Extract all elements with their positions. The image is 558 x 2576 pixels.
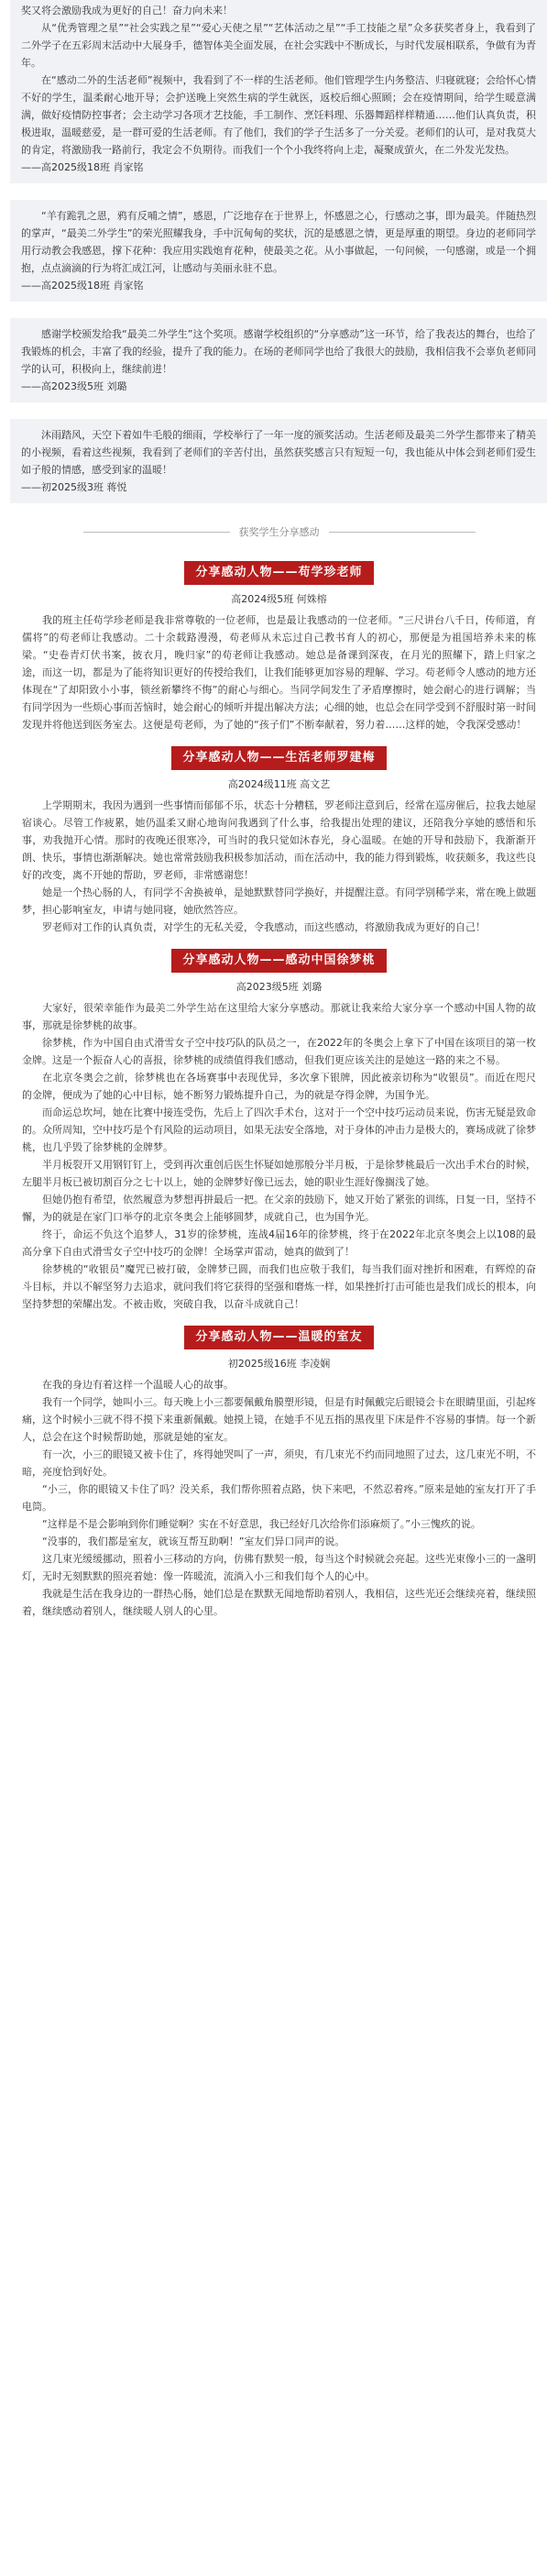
section-3-paragraph-3: 在北京冬奥会之前，徐梦桃也在各场赛事中表现优异，多次拿下银牌，因此被亲切称为“收银员”。而近在咫尺的金牌，便成为了她的心中目标，她不断努力锻炼提升自己，为的就是夺得金牌，为国争光。 xyxy=(22,1072,536,1101)
testimonial-card-1 xyxy=(10,0,547,183)
divider-line-left xyxy=(83,532,230,533)
card-1-signature: ——高2025级18班 肖家铭 xyxy=(21,161,144,173)
section-2-paragraph-3: 罗老师对工作的认真负责，对学生的无私关爱，令我感动，而这些感动，将激励我成为更好的自己！ xyxy=(42,921,486,933)
divider-label: 获奖学生分享感动 xyxy=(238,526,320,538)
section-3-paragraph-1: 大家好，很荣幸能作为最美二外学生站在这里给大家分享感动。那就让我来给大家分享一个感动中国人物的故事，那就是徐梦桃的故事。 xyxy=(22,1002,536,1031)
section-divider xyxy=(0,523,558,541)
card-4-signature: ——初2025级3班 蒋悦 xyxy=(21,481,127,493)
story-section-2 xyxy=(0,746,558,936)
section-3-paragraph-6: 但她仍抱有希望，依然履意为梦想再拼最后一把。在父亲的鼓励下，她又开始了紧张的训练，日复一日，坚持不懈，为的就是在家门口举夺的北京冬奥会上能够圆梦，成就自己，也为国争光。 xyxy=(22,1194,536,1223)
story-section-1 xyxy=(0,561,558,733)
section-4-title: 分享感动人物——温暖的室友 xyxy=(184,1326,373,1349)
card-1-paragraph-3: 在“感动二外的生活老师”视频中，我看到了不一样的生活老师。他们管理学生内务整洁、归寝就寝；会给怀心情不好的学生，温柔耐心地开导；会护送晚上突然生病的学生就医，返校后细心照顾；会在疫情期间，给学生暖意满满，做好疫情防控事者；会主动学习各项才艺技能，手工制作、烹饪料理、乐器舞蹈样样精通……他们认真负责，积极进取，温暖慈爱，是一群可爱的生活老师。有了他们，我们的学子生活多了一分关爱。老师们的认可，是对我莫大的肯定，将激励我一路前行，我定会不负期待。而我们一个个小我终将向上走，凝聚成萤火，在二外发光发热。 xyxy=(21,74,536,156)
section-3-author: 高2023级5班 刘璐 xyxy=(235,981,323,993)
story-section-4 xyxy=(0,1326,558,1620)
section-2-title: 分享感动人物——生活老师罗建梅 xyxy=(171,746,386,770)
story-section-3 xyxy=(0,949,558,1313)
section-2-paragraph-1: 上学期期末，我因为遇到一些事情而郁郁不乐，状态十分糟糕，罗老师注意到后，经常在巡房催后，拉我去她屋宿谈心。尽管工作疲累，她仍温柔又耐心地询问我遇到了什么事，给我提出处理的建议，还陪我分享她的感悟和乐事，劝我抛开心情。那时的夜晚还很寒冷，可当时的我只觉如沐春光，身心温暖。在她的开导和鼓励下，我渐渐开朗、快乐，事情也渐渐解决。她也常常鼓励我积极参加活动，而在活动中，我的能力得到锻炼，收获颇多，我这些良好的改变，离不开她的帮助，罗老师，非常感谢您！ xyxy=(22,799,536,881)
section-3-paragraph-5: 半月板裂开又用钢钉钉上，受到再次重创后医生怀疑如她那般分半月板，于是徐梦桃最后一次出手术台的时候，左腿半月板已被切割百分之七十以上，她的金牌梦好像已远去，她的职业生涯好像搁浅了她。 xyxy=(22,1159,536,1188)
card-2-paragraph-1: “羊有跪乳之恩，鸦有反哺之情”，感恩，广泛地存在于世界上，怀感恩之心，行感动之事，即为最美。伴随热烈的掌声，“最美二外学生”的荣光照耀我身，手中沉甸甸的奖状，沉的是感恩之情，更是厚重的期望。身边的老师同学用行动教会我感恩，撑下花种：我应用实践炮育花种，使最美之花。从小事做起，一句问候，一句感谢，或是一个拥抱，点点滴滴的行为将汇成江河，让感动与美丽永驻不息。 xyxy=(21,210,536,274)
testimonial-card-4 xyxy=(10,419,547,503)
section-4-author: 初2025级16班 李凌娴 xyxy=(227,1358,331,1370)
divider-line-right xyxy=(329,532,476,533)
section-1-paragraph-1: 我的班主任苟学珍老师是我非常尊敬的一位老师，也是最让我感动的一位老师。“三尺讲台八千日，传师道，育儒将”的苟老师让我感动。二十余载路漫漫，苟老师从未忘过自己教书育人的初心，那便是为祖国培养未来的栋梁。“史卷青灯伏书案，披衣月，晚归家”的苟老师让我感动。她总是备课到深夜，在月光的照耀下，踏上归家之途，而这一切，都是为了能将知识更好的传授给我们，让我们能够更加容易的理解、学习。苟老师令人感动的地方还体现在“了却阳致小小事，锁丝新攀终不悔”的耐心与细心。当同学间发生了矛盾摩擦时，她会耐心的进行调解；当有同学因为一些烦心事而苦恼时，她会耐心的倾听并提出解决方法；心细的她，也总会在同学受到不舒服时第一时间发现并将他送到医务室去。这便是苟老师，为了她的“孩子们”不断奉献着，努力着……这样的她，令我深受感动！ xyxy=(22,614,536,731)
card-1-paragraph-2: 从“优秀管理之星”“社会实践之星”“爱心天使之星”“艺体活动之星”“手工技能之星”众多获奖者身上，我看到了二外学子在五彩周末活动中大展身手，德智体美全面发展，在社会实践中不断成长，与时代发展相联系，争做有为青年。 xyxy=(21,22,536,69)
card-1-paragraph-1: 奖又将会激励我成为更好的自己！奋力向未来！ xyxy=(21,5,233,17)
section-3-paragraph-2: 徐梦桃，作为中国自由式滑雪女子空中技巧队的队员之一，在2022年的冬奥会上拿下了中国在该项目的第一枚金牌。这是一个振奋人心的喜报，徐梦桃的成绩值得我们感动，但我们更应该关注的是她这一路的来之不易。 xyxy=(22,1037,536,1066)
section-1-author: 高2024级5班 何姝榕 xyxy=(231,593,327,605)
section-3-title: 分享感动人物——感动中国徐梦桃 xyxy=(171,949,386,973)
section-4-paragraph-2: 我有一个同学，她叫小三。每天晚上小三都要佩戴角膜塑形镜，但是有时佩戴完后眼镜会卡在眼睛里面，引起疼痛，这个时候小三就不得不摸下来重新佩戴。她摸上镜，在她手不见五指的黑夜里下床是件不容易的事情。每一个新人，总会在这个时候帮助她，那就是她的室友。 xyxy=(22,1396,536,1443)
section-3-paragraph-8: 徐梦桃的“收银员”魔咒已被打破，金牌梦已圆，而我们也应敬于我们，每当我们面对挫折和困难，有辉煌的奋斗目标，并以不解坚努力去追求，就问我们将它获得的坚强和磨炼一样，如果挫折打击可能也是我们成长的根本，向坚持梦想的荣耀出发。不被击败，突破自我，以奋斗成就自己！ xyxy=(22,1263,536,1310)
card-4-paragraph-1: 沐雨踏风，天空下着如牛毛般的细雨，学校举行了一年一度的颁奖活动。生活老师及最美二外学生都带来了精美的小视频，看着这些视频，我看到了老师们的辛苦付出，虽然获奖感言只有短短一句，我也能从中体会到老师们爱生如子般的情感，感受到家的温暖！ xyxy=(21,429,536,476)
card-3-paragraph-1: 感谢学校颁发给我“最美二外学生”这个奖项。感谢学校组织的“分享感动”这一环节，给了我表达的舞台，也给了我锻炼的机会，丰富了我的经验，提升了我的能力。在场的老师同学也给了我很大的鼓励，我相信我不会辜负老师同学的认可，积极向上，继续前进！ xyxy=(21,328,536,375)
section-4-paragraph-1: 在我的身边有着这样一个温暖人心的故事。 xyxy=(42,1379,234,1391)
section-4-paragraph-6: “没事的，我们都是室友，就该互帮互助啊！”室友们异口同声的说。 xyxy=(42,1536,345,1547)
section-2-author: 高2024级11班 高文艺 xyxy=(227,778,331,790)
card-2-signature: ——高2025级18班 肖家铭 xyxy=(21,280,144,292)
section-4-paragraph-5: “这样是不是会影响到你们睡觉啊？实在不好意思，我已经好几次给你们添麻烦了。”小三愧疚的说。 xyxy=(42,1518,481,1530)
testimonial-card-3 xyxy=(10,318,547,402)
card-3-signature: ——高2023级5班 刘璐 xyxy=(21,380,127,392)
section-4-paragraph-7: 这几束光缓缓挪动，照着小三移动的方向，仿佛有默契一般，每当这个时候就会亮起。这些光束像小三的一盏明灯，无时无刻默默的照亮着她：像一阵暖流，流淌入小三和我们每个人的心中。 xyxy=(22,1553,536,1582)
section-4-paragraph-3: 有一次，小三的眼镜又被卡住了，疼得她哭叫了一声，须臾，有几束光不约而同地照了过去，这几束光不明，不暗，亮度恰到好处。 xyxy=(22,1448,536,1478)
section-1-title: 分享感动人物——苟学珍老师 xyxy=(184,561,373,585)
testimonial-card-2 xyxy=(10,200,547,302)
section-3-paragraph-7: 终于，命运不负这个追梦人，31岁的徐梦桃，连战4届16年的徐梦桃，终于在2022年北京冬奥会上以108的最高分拿下自由式滑雪女子空中技巧的金牌！全场掌声雷动，她真的做到了！ xyxy=(22,1228,536,1258)
section-4-paragraph-8: 我就是生活在我身边的一群热心肠，她们总是在默默无闻地帮助着别人，我相信，这些光还会继续亮着，继续照着，继续感动着别人，继续暖人别人的心里。 xyxy=(22,1588,536,1617)
section-4-paragraph-4: “小三，你的眼镜又卡住了吗？没关系，我们帮你照着点路，快下来吧，不然忍着疼。”原来是她的室友打开了手电筒。 xyxy=(22,1483,536,1513)
section-2-paragraph-2: 她是一个热心肠的人，有同学不舍换被单，是她默默替同学换好，并提醒注意。有同学别稀学来，常在晚上做题梦，担心影响室友，申请与她同寝，她欣然答应。 xyxy=(22,886,536,916)
section-3-paragraph-4: 而命运总坎坷，她在比赛中接连受伤，先后上了四次手术台，这对于一个空中技巧运动员来说，伤害无疑是致命的。众所周知，空中技巧是个有风险的运动项目，如果无法安全落地，对于身体的冲击力是极大的，赛场成就了徐梦桃，也几乎毁了徐梦桃的金牌梦。 xyxy=(22,1106,536,1153)
